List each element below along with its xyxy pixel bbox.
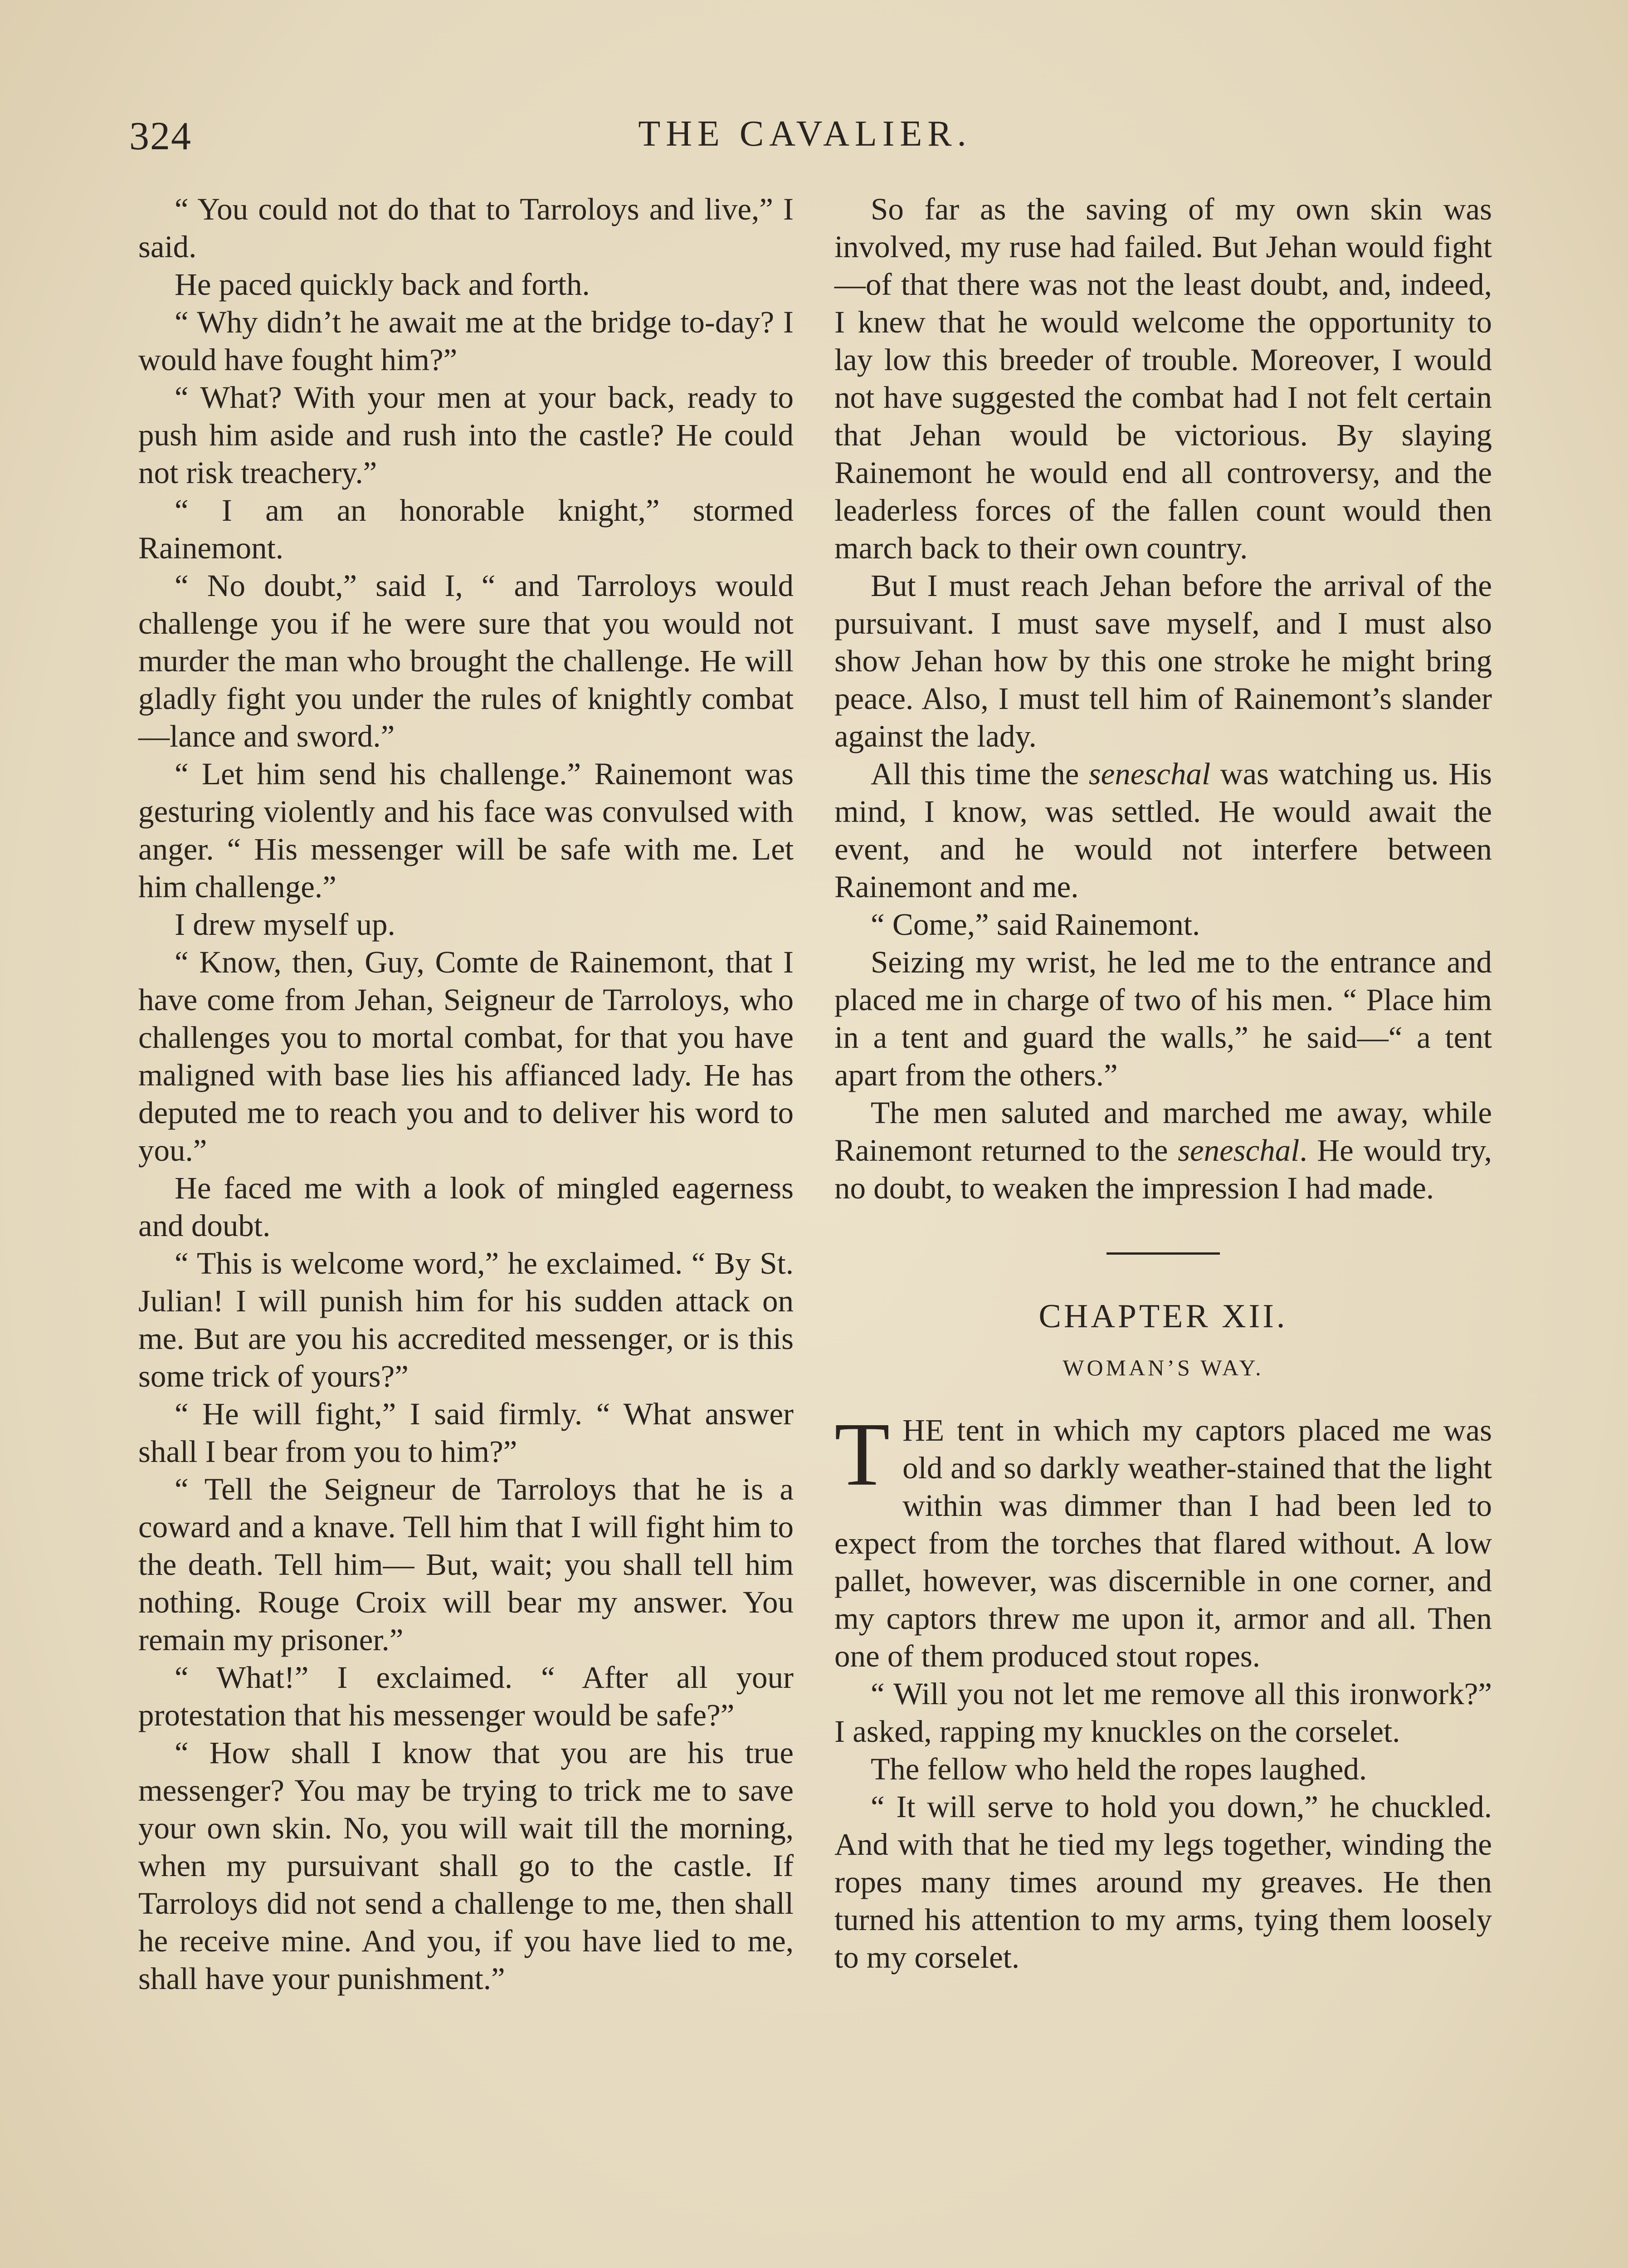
paragraph: “ Will you not let me remove all this ironwork?” I asked, rapping my knuckles on the corselet. bbox=[834, 1677, 1492, 1749]
paragraph: “ He will fight,” I said firmly. “ What answer shall I bear from you to him?” bbox=[138, 1397, 794, 1469]
paragraph: “ This is welcome word,” he exclaimed. “ By St. Julian! I will punish him for his sudden attack on me. But are you his accredited messenger, or is this some trick of yours?” bbox=[138, 1246, 794, 1393]
italic-word: seneschal bbox=[1178, 1133, 1300, 1168]
paragraph-saluted bbox=[834, 1094, 1492, 1207]
paragraph: “ Let him send his challenge.” Rainemont was gesturing violently and his face was convulsed with anger. “ His messenger will be safe with me. Let him challenge.” bbox=[138, 757, 794, 904]
paragraph: “ Tell the Seigneur de Tarroloys that he is a coward and a knave. Tell him that I will fight him to the death. Tell him— But, wait; you shall tell him nothing. Rouge Croix will bear my answer. You remain my prisoner.” bbox=[138, 1472, 794, 1657]
paragraph-seneschal bbox=[834, 755, 1492, 906]
text-run: HE tent in which my captors placed me was old and so darkly weather-stained that the light within was dimmer than I had been led to expect from the torches that flared without. A low pallet, however, was discernible in one corner, and my captors threw me upon it, armor and all. Then one of them produced stout ropes. bbox=[834, 1413, 1492, 1673]
paragraph: “ Come,” said Rainemont. bbox=[871, 907, 1200, 942]
section-divider bbox=[1106, 1252, 1220, 1255]
paragraph: I drew myself up. bbox=[175, 907, 395, 942]
paragraph: “ No doubt,” said I, “ and Tarroloys would challenge you if he were sure that you would not murder the man who brought the challenge. He will gladly fight you under the rules of knightly combat—lance and sword.” bbox=[138, 568, 794, 753]
chapter-first-paragraph bbox=[834, 1404, 1492, 1675]
chapter-title: CHAPTER XII. bbox=[1038, 1298, 1288, 1335]
paragraph: But I must reach Jehan before the arrival of the pursuivant. I must save myself, and I must also show Jehan how by this one stroke he might bring peace. Also, I must tell him of Rainemont’s slander against the lady. bbox=[834, 568, 1492, 753]
paragraph: “ Why didn’t he await me at the bridge to-day? I would have fought him?” bbox=[138, 305, 794, 377]
paragraph: He paced quickly back and forth. bbox=[175, 267, 590, 302]
paragraph: “ What!” I exclaimed. “ After all your protestation that his messenger would be safe?” bbox=[138, 1660, 794, 1732]
paragraph: So far as the saving of my own skin was involved, my ruse had failed. But Jehan would fight—of that there was not the least doubt, and, indeed, I knew that he would welcome the opportunity to lay low this breeder of trouble. Moreover, I would not have suggested the combat had I not felt certain that Jehan would be victorious. By slaying Rainemont he would end all controversy, and the leaderless forces of the fallen count would then march back to their own country. bbox=[834, 192, 1492, 565]
italic-word: seneschal bbox=[1088, 757, 1211, 791]
right-column bbox=[834, 191, 1492, 1976]
paragraph: “ How shall I know that you are his true messenger? You may be trying to trick me to save your own skin. No, you will wait till the morning, when my pursuivant shall go to the castle. If Tarroloys did not send a challenge to me, then shall he receive mine. And you, if you have lied to me, shall have your punishment.” bbox=[138, 1735, 794, 1996]
text-run: All this time the bbox=[871, 757, 1089, 791]
paragraph: “ You could not do that to Tarroloys and live,” I said. bbox=[138, 192, 794, 264]
text-run: was watching us. His mind, I know, was settled. He would await the event, and he would not interfere between Rainemont and me. bbox=[834, 757, 1492, 904]
text-run: The men saluted and marched me away, while Rainemont returned to the bbox=[834, 1095, 1492, 1168]
drop-cap: T bbox=[834, 1404, 890, 1505]
paragraph: He faced me with a look of mingled eagerness and doubt. bbox=[138, 1171, 794, 1243]
paragraph: “ I am an honorable knight,” stormed Rainemont. bbox=[138, 493, 794, 565]
left-column bbox=[138, 191, 794, 1998]
paragraph: “ Know, then, Guy, Comte de Rainemont, that I have come from Jehan, Seigneur de Tarroloys, who challenges you to mortal combat, for that you have maligned with base lies his affianced lady. He has deputed me to reach you and to deliver his word to you.” bbox=[138, 945, 794, 1168]
paragraph: The fellow who held the ropes laughed. bbox=[871, 1752, 1367, 1786]
page-header bbox=[129, 113, 1481, 163]
running-title: THE CAVALIER. bbox=[638, 114, 972, 154]
page-number: 324 bbox=[129, 114, 192, 158]
paragraph: Seizing my wrist, he led me to the entrance and placed me in charge of two of his men. “ Place him in a tent and guard the walls,” he said—“ a tent apart from the others.” bbox=[834, 945, 1492, 1092]
text-run: . He would try, no doubt, to weaken the impression I had made. bbox=[834, 1133, 1492, 1205]
paragraph: “ What? With your men at your back, ready to push him aside and rush into the castle? He could not risk treachery.” bbox=[138, 380, 794, 490]
chapter-subtitle: WOMAN’S WAY. bbox=[1063, 1355, 1264, 1380]
paragraph: “ It will serve to hold you down,” he chuckled. And with that he tied my legs together, winding the ropes many times around my greaves. He then turned his attention to my arms, tying them loosely to my corselet. bbox=[834, 1789, 1492, 1975]
